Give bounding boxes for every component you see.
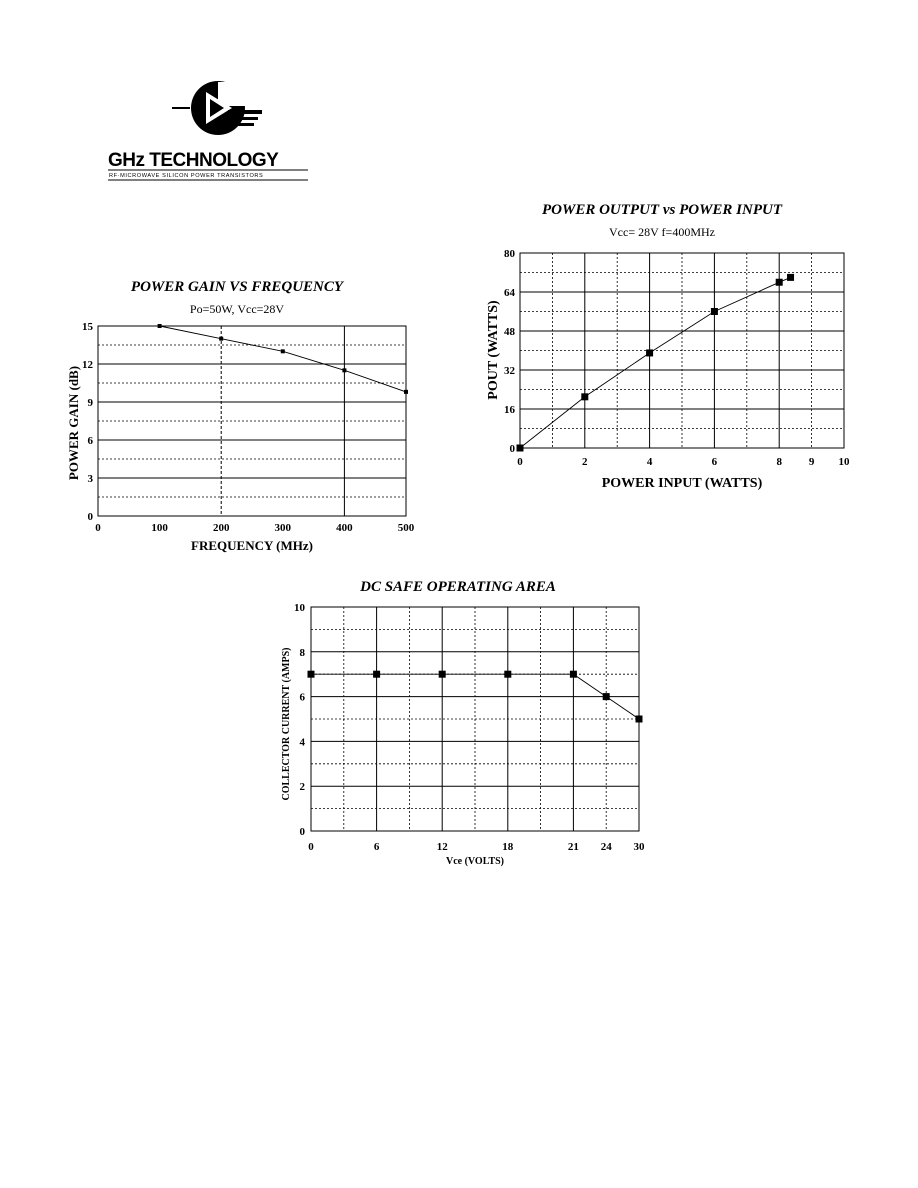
data-point <box>158 324 162 328</box>
chart-grid <box>520 253 844 448</box>
x-tick-label: 0 <box>517 456 523 468</box>
chart-title: DC SAFE OPERATING AREA <box>360 579 556 595</box>
x-tick-label: 6 <box>711 456 718 468</box>
data-point <box>603 693 610 700</box>
y-tick-label: 2 <box>299 781 305 794</box>
series-line <box>520 277 791 448</box>
tick-labels <box>294 602 645 853</box>
x-tick-label: 0 <box>95 522 101 534</box>
series-line <box>160 326 406 392</box>
x-tick-label: 8 <box>776 456 782 468</box>
x-tick-label: 12 <box>436 841 448 853</box>
y-tick-label: 4 <box>299 736 305 749</box>
y-tick-label: 8 <box>299 646 305 659</box>
data-point <box>308 671 315 678</box>
data-series <box>308 671 643 723</box>
data-point <box>281 349 285 353</box>
x-tick-label: 24 <box>600 841 612 853</box>
data-point <box>711 308 718 315</box>
data-point <box>219 337 223 341</box>
y-tick-label: 0 <box>299 826 305 838</box>
y-tick-label: 6 <box>299 691 305 704</box>
x-tick-label: 2 <box>582 456 588 468</box>
y-tick-label: 10 <box>294 602 305 614</box>
data-point <box>517 445 524 452</box>
x-tick-label: 300 <box>274 522 292 534</box>
chart-subtitle: Vcc= 28V f=400MHz <box>609 225 715 239</box>
x-tick-label: 30 <box>633 841 645 853</box>
y-tick-label: 64 <box>504 287 515 299</box>
x-tick-label: 21 <box>567 841 579 853</box>
x-tick-label: 400 <box>336 522 353 534</box>
y-axis-label: COLLECTOR CURRENT (AMPS) <box>281 647 292 801</box>
y-axis-label: POWER GAIN (dB) <box>66 365 81 481</box>
data-point <box>373 671 380 678</box>
plot-frame <box>520 253 844 448</box>
data-point <box>439 671 446 678</box>
data-series <box>517 274 795 452</box>
data-point <box>787 274 794 281</box>
tick-labels <box>82 321 415 534</box>
x-tick-label: 500 <box>397 522 415 534</box>
series-line <box>311 674 639 719</box>
y-tick-label: 80 <box>504 248 515 260</box>
company-name: GHz TECHNOLOGY <box>108 150 279 171</box>
y-axis-label: POUT (WATTS) <box>486 300 501 400</box>
chart-grid <box>98 326 406 516</box>
data-point <box>504 671 511 678</box>
chart-title: POWER GAIN VS FREQUENCY <box>130 279 344 295</box>
data-point <box>776 279 783 286</box>
x-axis-label: POWER INPUT (WATTS) <box>601 476 763 491</box>
x-tick-label: 9 <box>808 456 815 468</box>
y-tick-label: 3 <box>87 473 93 485</box>
y-tick-label: 32 <box>504 365 515 377</box>
chart-title: POWER OUTPUT vs POWER INPUT <box>542 202 782 218</box>
plot-frame <box>98 326 406 516</box>
x-axis-label: Vce (VOLTS) <box>445 856 505 867</box>
chart-grid <box>311 607 639 831</box>
x-tick-label: 4 <box>646 456 653 468</box>
data-point <box>342 368 346 372</box>
tick-labels <box>504 248 850 468</box>
y-tick-label: 12 <box>82 359 93 371</box>
x-tick-label: 18 <box>502 841 514 853</box>
x-axis-label: FREQUENCY (MHz) <box>191 538 313 553</box>
data-series <box>158 324 408 394</box>
x-tick-label: 0 <box>308 841 314 853</box>
x-tick-label: 10 <box>838 456 850 468</box>
y-tick-label: 48 <box>504 326 515 338</box>
y-tick-label: 16 <box>504 404 515 416</box>
logo-emblem-icon <box>172 81 262 135</box>
x-tick-label: 6 <box>373 841 380 853</box>
data-point <box>570 671 577 678</box>
x-tick-label: 200 <box>212 522 230 534</box>
data-point <box>404 390 408 394</box>
y-tick-label: 6 <box>87 435 93 447</box>
plot-frame <box>311 607 639 831</box>
company-tagline: RF·MICROWAVE SILICON POWER TRANSISTORS <box>109 173 264 179</box>
y-tick-label: 0 <box>87 511 93 523</box>
data-point <box>581 393 588 400</box>
y-tick-label: 9 <box>87 397 93 409</box>
chart-subtitle: Po=50W, Vcc=28V <box>189 302 285 316</box>
data-point <box>646 349 653 356</box>
y-tick-label: 15 <box>82 321 93 333</box>
x-tick-label: 100 <box>151 522 168 534</box>
company-logo <box>106 80 312 182</box>
data-point <box>636 716 643 723</box>
y-tick-label: 0 <box>509 443 515 455</box>
